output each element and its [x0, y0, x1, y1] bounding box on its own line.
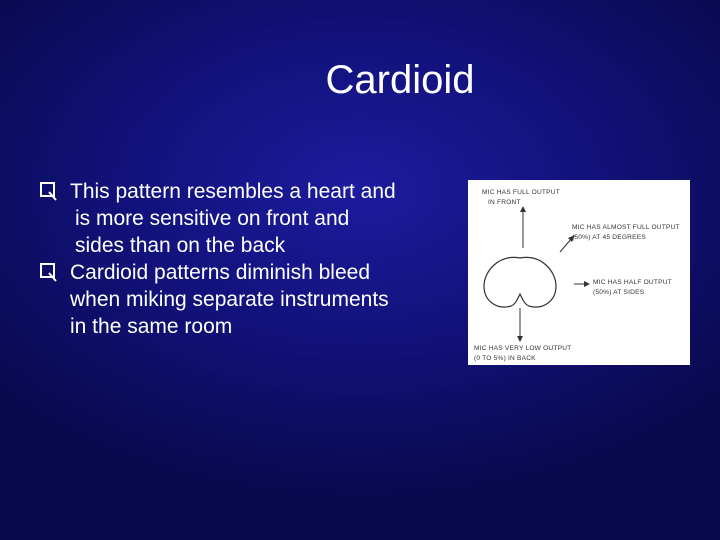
label-back-line2: (0 TO 5%) IN BACK [474, 355, 536, 362]
bullet-item [40, 259, 470, 340]
bullet-item [40, 178, 470, 259]
slide-title [0, 58, 720, 103]
front-arrowhead-icon [520, 206, 526, 212]
label-back-line1: MIC HAS VERY LOW OUTPUT [474, 345, 572, 352]
bullet-line: This pattern resembles a heart and [70, 180, 396, 203]
bullet-line: is more sensitive on front and [75, 207, 350, 230]
title-text: Cardioid [325, 58, 475, 102]
label-angle-line2: (50%) AT 45 DEGREES [572, 234, 646, 241]
bullet-line: sides than on the back [75, 234, 286, 257]
label-angle-line1: MIC HAS ALMOST FULL OUTPUT [572, 224, 680, 231]
label-front-line2: IN FRONT [488, 199, 521, 206]
cardioid-diagram [468, 180, 690, 365]
bullet-line: in the same room [70, 315, 233, 338]
bullet-line: when miking separate instruments [70, 288, 389, 311]
checkbox-bullet-icon [40, 263, 57, 282]
bullet-line: Cardioid patterns diminish bleed [70, 261, 370, 284]
side-arrowhead-icon [584, 281, 590, 287]
cardioid-diagram-svg [468, 180, 690, 365]
bullet-list [40, 178, 470, 340]
label-side-line2: (50%) AT SIDES [593, 289, 645, 296]
label-side-line1: MIC HAS HALF OUTPUT [593, 279, 672, 286]
checkbox-bullet-icon [40, 182, 57, 201]
cardioid-pattern-shape [484, 257, 556, 307]
label-front-line1: MIC HAS FULL OUTPUT [482, 189, 560, 196]
back-arrowhead-icon [517, 336, 523, 342]
